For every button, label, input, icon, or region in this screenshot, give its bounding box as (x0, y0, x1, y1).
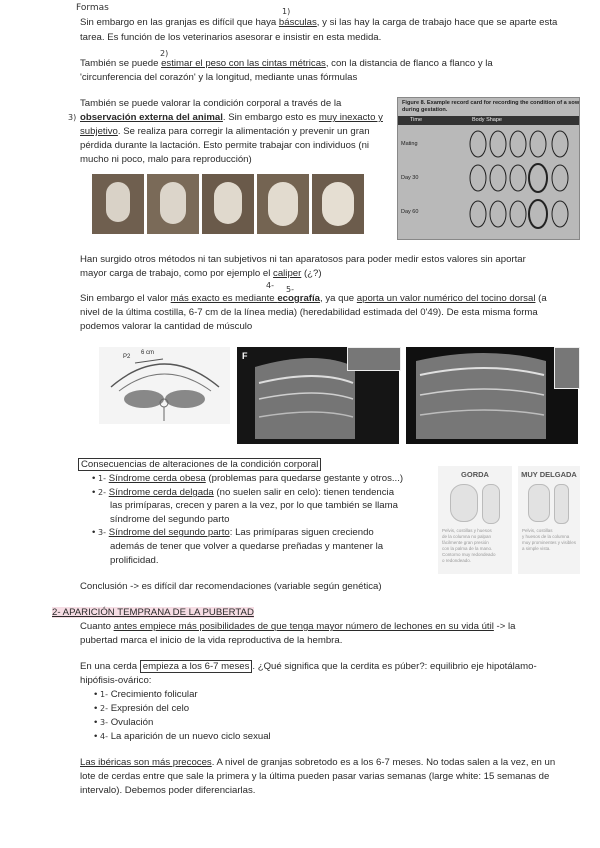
note-mark-5: 5- (286, 285, 294, 294)
section-2-line-1: Cuanto antes empiece más posibilidades de que tenga mayor número de lechones en su vida útil -> la (80, 621, 516, 632)
pig-photo-1 (92, 174, 144, 234)
record-row-day60: Day 60 (401, 209, 419, 215)
section-2-line-2: pubertad marca el inicio de la vida reproductiva de la hembra. (80, 635, 343, 646)
paragraph-1-line-2: tarea. Es función de los veterinarios asesorar e insistir en esta medida. (80, 32, 382, 43)
consequence-item-3-cont-2: prolificidad. (110, 555, 159, 566)
pig-photo-2 (147, 174, 199, 234)
muy-delgada-title: MUY DELGADA (521, 470, 577, 479)
paragraph-2-line-2: 'circunferencia del corazón' y la longitud, mediante unas fórmulas (80, 72, 358, 83)
note-mark-3: 3) (68, 113, 77, 122)
consequence-item-3-cont-1: además de tener que volver a quedarse preñadas y mantener la (110, 541, 384, 552)
note-mark-1: 1) (282, 7, 291, 16)
paragraph-3-line-3: subjetivo. Se realiza para corregir la alimentación y prevenir un gran (80, 126, 370, 137)
ultrasound-image-2 (406, 347, 578, 444)
consequence-item-1: • 1- Síndrome cerda obesa (problemas para quedarse gestante y otros...) (92, 473, 404, 484)
paragraph-1-line-1: Sin embargo en las granjas es difícil que haya básculas, y si las hay la carga de trabajo hace que se aparte esta (80, 17, 558, 28)
record-row-day30: Day 30 (401, 175, 419, 181)
record-row-mating: Mating (401, 141, 418, 147)
diagram-label-p2: P2 (123, 354, 131, 360)
ultrasound-image-1 (237, 347, 399, 444)
pig-photo-4 (257, 174, 309, 234)
note-mark-2: 2) (160, 49, 169, 58)
paragraph-3-line-2: observación externa del animal. Sin embargo esto es muy inexacto y (80, 112, 383, 123)
section-2-title: 2- APARICIÓN TEMPRANA DE LA PUBERTAD (52, 607, 254, 618)
record-card-title: Figure 8. Example record card for recording the condition of a sow during gestation. (402, 100, 580, 113)
note-mark-4: 4- (266, 281, 274, 290)
paragraph-2-line-1: También se puede estimar el peso con las cintas métricas, con la distancia de flanco a flanco y la (80, 58, 493, 69)
puberty-item-4: • 4- La aparición de un nuevo ciclo sexual (94, 731, 271, 742)
paragraph-3-line-1: También se puede valorar la condición corporal a través de la (80, 98, 342, 109)
paragraph-5-line-2: nivel de la última costilla, 6-7 cm de la línea media) (heredabilidad estimada del 0'49). De esta misma forma (80, 307, 538, 318)
diagram-label-cm: 6 cm (141, 350, 155, 356)
paragraph-3-line-5: mucho ni poco, malo para reproducción) (80, 154, 252, 165)
paragraph-4-line-2: mayor carga de trabajo, como por ejemplo el caliper (¿?) (80, 268, 322, 279)
ultrasound-inset-2 (554, 347, 580, 389)
consequence-item-2-cont-2: síndrome del segundo parto (110, 514, 230, 525)
ultrasound-inset-1 (347, 347, 401, 371)
paragraph-5-line-1: Sin embargo el valor más exacto es mediante ecografía, ya que aporta un valor numérico del tocino dorsal (a (80, 293, 547, 304)
gorda-top-view (482, 484, 500, 524)
ultrasound-label: F (242, 351, 248, 361)
ultrasound-image-2-scan (406, 347, 578, 444)
consequences-title: Consecuencias de alteraciones de la condición corporal (78, 458, 321, 472)
pig-photo-3 (202, 174, 254, 234)
conclusion: Conclusión -> es difícil dar recomendaciones (variable según genética) (80, 581, 382, 592)
muy-delgada-description: Pelvis, costillas y huesos de la columna muy prominentes y visibles a simple vista. (522, 528, 577, 551)
gorda-title: GORDA (461, 470, 489, 479)
paragraph-5-line-3: podemos valorar la cantidad de músculo (80, 321, 253, 332)
record-card-header: Time Body Shape (398, 116, 579, 125)
body-shape-record-card (397, 97, 580, 240)
consequence-item-3: • 3- Síndrome del segundo parto: Las primíparas siguen creciendo (92, 527, 374, 538)
puberty-item-3: • 3- Ovulación (94, 717, 154, 728)
section-2-line-5: Las ibéricas son más precoces. A nivel de granjas sobretodo es a los 6-7 meses. No todas salen a la vez, en un (80, 757, 556, 768)
section-2-line-7: intervalo). Debemos poder diferenciarlas. (80, 785, 256, 796)
backfat-diagram (99, 347, 230, 424)
section-2-line-4: hipófisis-ovárico: (80, 675, 152, 686)
puberty-item-2: • 2- Expresión del celo (94, 703, 190, 714)
muy-delgada-rear-view (528, 484, 550, 522)
pig-photo-5 (312, 174, 364, 234)
section-2-line-6: lote de cerdas entre que sale la primera y la última pueden pasar varias semanas (large white: 15 semanas de (80, 771, 550, 782)
header-label: Formas (76, 3, 109, 13)
paragraph-4-line-1: Han surgido otros métodos ni tan subjetivos ni tan aparatosos para poder medir estos valores sin aportar (80, 254, 526, 265)
gorda-rear-view (450, 484, 478, 522)
backfat-diagram-drawing (99, 347, 230, 424)
muy-delgada-card (518, 466, 580, 574)
puberty-item-1: • 1- Crecimiento folicular (94, 689, 198, 700)
gorda-description: Pelvis, costillas y huesos de la columna no palpan fácilmente gran presión con la palma de la mano. Contorno muy redondeado o redondeado. (442, 528, 496, 563)
paragraph-3-line-4: pérdida durante la lactación. Esto permite trabajar con individuos (ni (80, 140, 370, 151)
section-2-line-3: En una cerda empieza a los 6-7 meses . ¿Qué significa que la cerdita es púber?: equilibrio eje hipotálamo- (80, 661, 537, 672)
sow-silhouettes-grid (468, 128, 576, 236)
consequence-item-2-cont-1: las primíparas, crecen y paren a la vez, por lo que también se llama (110, 500, 398, 511)
muy-delgada-top-view (554, 484, 569, 524)
gorda-card (438, 466, 512, 574)
consequence-item-2: • 2- Síndrome cerda delgada (no suelen salir en celo): tienen tendencia (92, 487, 395, 498)
